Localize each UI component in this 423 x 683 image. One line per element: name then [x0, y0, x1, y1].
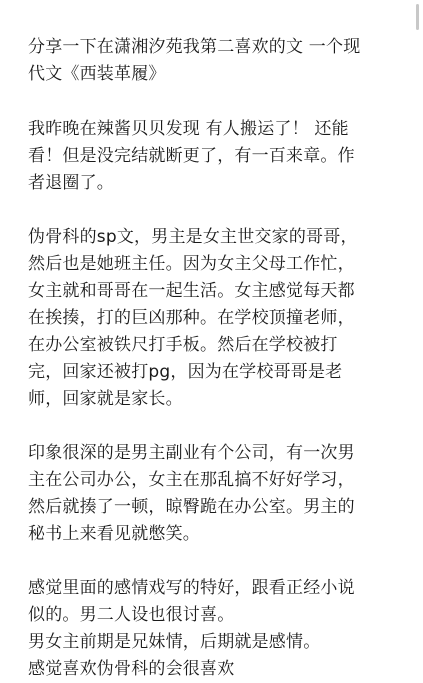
post-body	[28, 34, 393, 683]
scrollbar-thumb[interactable]	[416, 4, 419, 30]
post-paragraph-conclusion: 感觉里面的感情戏写的特好，跟看正经小说 似的。男二人设也很讨喜。 男女主前期是兄妹情，后期就是感情。 感觉喜欢伪骨科的会很喜欢	[28, 578, 355, 679]
scrollbar[interactable]	[413, 0, 423, 680]
post-paragraph-intro: 分享一下在潇湘汐苑我第二喜欢的文 一个现 代文《西装革履》	[28, 37, 361, 84]
post-paragraph-discovery: 我昨晚在辣酱贝贝发现 有人搬运了！ 还能 看！但是没完结就断更了，有一百来章。作 者退圈了。	[28, 119, 355, 193]
post-paragraph-memorable-scene: 印象很深的是男主副业有个公司，有一次男 主在公司办公，女主在那乱搞不好好学习， 然后就揍了一顿，晾臀跪在办公室。男主的 秘书上来看见就憋笑。	[28, 443, 355, 544]
post-paragraph-plot: 伪骨科的sp文，男主是女主世交家的哥哥， 然后也是她班主任。因为女主父母工作忙， 女主就和哥哥在一起生活。女主感觉每天都 在挨揍，打的巨凶那种。在学校顶撞老师， 在办公室被铁尺打手板。然后在学校被打 完，回家还被打pg，因为在学校哥哥是老 师，回家就是家长。	[28, 227, 358, 409]
